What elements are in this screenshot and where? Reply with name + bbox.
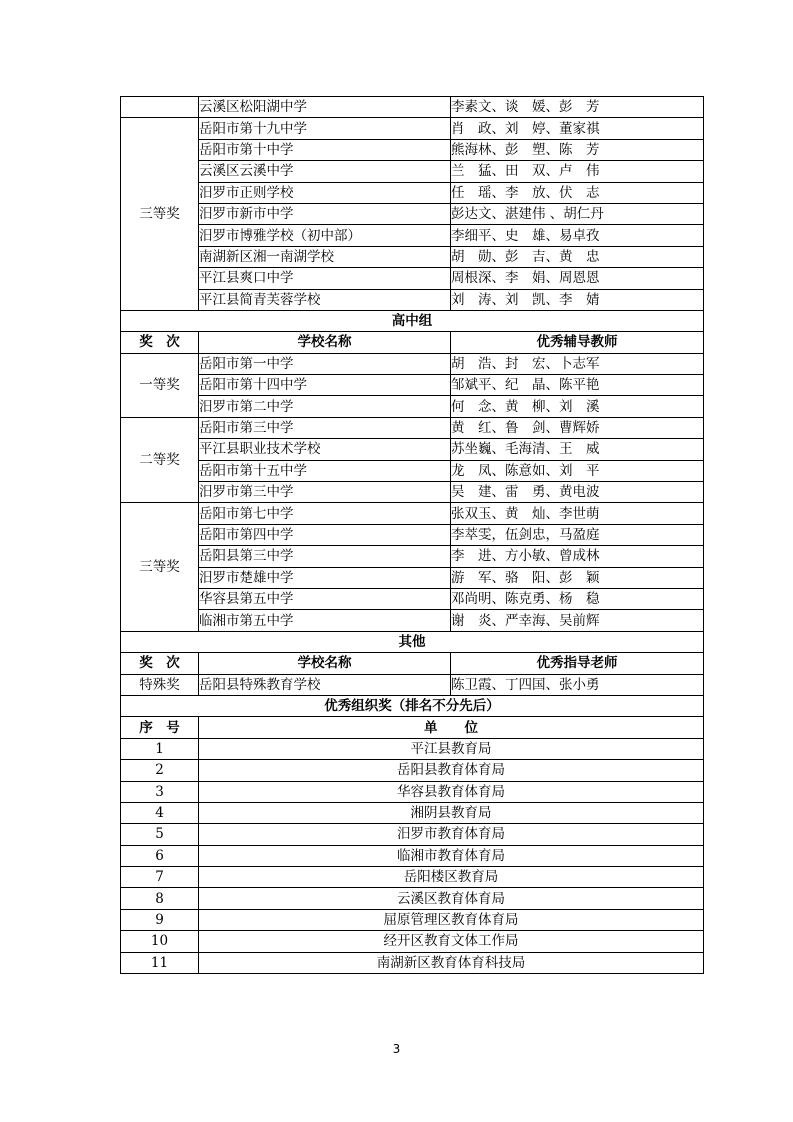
row-number: 9: [121, 909, 199, 930]
table-row: [121, 439, 704, 460]
table-row: [121, 738, 704, 759]
section-title-organization: 优秀组织奖（排名不分先后）: [121, 695, 704, 716]
teacher-names: 邓尚明、陈克勇、杨 稳: [451, 588, 704, 609]
teacher-names: 谢 炎、严幸海、吴前辉: [451, 610, 704, 631]
table-row: [121, 567, 704, 588]
school-name: 岳阳市第十中学: [199, 139, 451, 160]
school-name: 汨罗市正则学校: [199, 182, 451, 203]
row-number: 8: [121, 888, 199, 909]
teacher-names: 彭达文、湛建伟 、胡仁丹: [451, 203, 704, 224]
teacher-names: 吴 建、雷 勇、黄电波: [451, 482, 704, 503]
teacher-names: 张双玉、黄 灿、李世萌: [451, 503, 704, 524]
school-name: 岳阳县特殊教育学校: [199, 674, 451, 695]
row-number: 4: [121, 802, 199, 823]
header-row: [121, 717, 704, 738]
unit-name: 经开区教育文体工作局: [199, 931, 704, 952]
table-row: [121, 97, 704, 118]
section-title-row: [121, 631, 704, 652]
unit-name: 临湘市教育体育局: [199, 845, 704, 866]
school-name: 岳阳县第三中学: [199, 546, 451, 567]
unit-name: 南湖新区教育体育科技局: [199, 952, 704, 973]
teacher-names: 李细平、史 雄、易卓孜: [451, 225, 704, 246]
school-name: 南湖新区湘一南湖学校: [199, 246, 451, 267]
award-level: 特殊奖: [121, 674, 199, 695]
school-name: 岳阳市第十四中学: [199, 375, 451, 396]
teacher-names: 黄 红、鲁 剑、曹辉娇: [451, 417, 704, 438]
table-row: [121, 867, 704, 888]
table-row: [121, 760, 704, 781]
table-row: [121, 417, 704, 438]
teacher-names: 李萃雯，伍剑忠，马盈庭: [451, 524, 704, 545]
school-name: 华容县第五中学: [199, 588, 451, 609]
table-row: [121, 845, 704, 866]
section-title-high-school: 高中组: [121, 310, 704, 331]
table-row: [121, 931, 704, 952]
header-school: 学校名称: [199, 653, 451, 674]
section-title-row: [121, 695, 704, 716]
school-name: 岳阳市第三中学: [199, 417, 451, 438]
unit-name: 岳阳楼区教育局: [199, 867, 704, 888]
teacher-names: 游 军、骆 阳、彭 颖: [451, 567, 704, 588]
school-name: 云溪区云溪中学: [199, 161, 451, 182]
teacher-names: 苏坐巍、毛海清、王 威: [451, 439, 704, 460]
header-teachers: 优秀指导老师: [451, 653, 704, 674]
school-name: 岳阳市第一中学: [199, 353, 451, 374]
unit-name: 平江县教育局: [199, 738, 704, 759]
table-row: [121, 161, 704, 182]
teacher-names: 龙 凤、陈意如、刘 平: [451, 460, 704, 481]
award-level: 二等奖: [121, 417, 199, 503]
teacher-names: 陈卫霞、丁四国、张小勇: [451, 674, 704, 695]
teacher-names: 胡 勋、彭 吉、黄 忠: [451, 246, 704, 267]
table-row: [121, 524, 704, 545]
table-row: [121, 353, 704, 374]
row-number: 5: [121, 824, 199, 845]
header-row: [121, 332, 704, 353]
school-name: 岳阳市第十九中学: [199, 118, 451, 139]
school-name: 云溪区松阳湖中学: [199, 97, 451, 118]
table-row: [121, 824, 704, 845]
awards-table: [120, 96, 704, 974]
row-number: 11: [121, 952, 199, 973]
school-name: 平江县爽口中学: [199, 268, 451, 289]
teacher-names: 周根深、李 娟、周恩恩: [451, 268, 704, 289]
unit-name: 汨罗市教育体育局: [199, 824, 704, 845]
award-level: 一等奖: [121, 353, 199, 417]
header-teachers: 优秀辅导教师: [451, 332, 704, 353]
table-row: [121, 182, 704, 203]
table-row: [121, 375, 704, 396]
teacher-names: 兰 猛、田 双、卢 伟: [451, 161, 704, 182]
teacher-names: 何 念、黄 柳、刘 溪: [451, 396, 704, 417]
row-number: 2: [121, 760, 199, 781]
header-unit: 单 位: [199, 717, 704, 738]
unit-name: 云溪区教育体育局: [199, 888, 704, 909]
school-name: 汨罗市新市中学: [199, 203, 451, 224]
header-award: 奖 次: [121, 332, 199, 353]
table-row: [121, 396, 704, 417]
page-number: 3: [392, 1042, 401, 1056]
table-row: [121, 888, 704, 909]
row-number: 1: [121, 738, 199, 759]
row-number: 7: [121, 867, 199, 888]
school-name: 汨罗市楚雄中学: [199, 567, 451, 588]
unit-name: 湘阴县教育局: [199, 802, 704, 823]
table-row: [121, 802, 704, 823]
table-row: [121, 460, 704, 481]
table-row: [121, 139, 704, 160]
table-row: [121, 118, 704, 139]
table-row: [121, 503, 704, 524]
school-name: 平江县简青芙蓉学校: [199, 289, 451, 310]
school-name: 汨罗市第二中学: [199, 396, 451, 417]
table-row: [121, 781, 704, 802]
table-row: [121, 246, 704, 267]
school-name: 汨罗市第三中学: [199, 482, 451, 503]
teacher-names: 李素文、谈 媛、彭 芳: [451, 97, 704, 118]
table-row: [121, 952, 704, 973]
teacher-names: 李 进、方小敏、曾成林: [451, 546, 704, 567]
header-number: 序 号: [121, 717, 199, 738]
table-row: [121, 482, 704, 503]
teacher-names: 胡 浩、封 宏、卜志军: [451, 353, 704, 374]
section-title-row: [121, 310, 704, 331]
header-award: 奖 次: [121, 653, 199, 674]
row-number: 3: [121, 781, 199, 802]
table-row: [121, 909, 704, 930]
table-row: [121, 225, 704, 246]
unit-name: 岳阳县教育体育局: [199, 760, 704, 781]
award-level: 三等奖: [121, 503, 199, 631]
table-row: [121, 588, 704, 609]
teacher-names: 邹斌平、纪 晶、陈平艳: [451, 375, 704, 396]
school-name: 岳阳市第四中学: [199, 524, 451, 545]
school-name: 临湘市第五中学: [199, 610, 451, 631]
school-name: 汨罗市博雅学校（初中部）: [199, 225, 451, 246]
table-row: [121, 268, 704, 289]
table-row: [121, 546, 704, 567]
row-number: 10: [121, 931, 199, 952]
teacher-names: 肖 政、刘 婷、董家祺: [451, 118, 704, 139]
unit-name: 华容县教育体育局: [199, 781, 704, 802]
unit-name: 屈原管理区教育体育局: [199, 909, 704, 930]
school-name: 岳阳市第七中学: [199, 503, 451, 524]
teacher-names: 熊海林、彭 塑、陈 芳: [451, 139, 704, 160]
award-level: 三等奖: [121, 118, 199, 311]
table-row: [121, 289, 704, 310]
table-row: [121, 674, 704, 695]
table-row: [121, 203, 704, 224]
header-row: [121, 653, 704, 674]
table-row: [121, 610, 704, 631]
school-name: 岳阳市第十五中学: [199, 460, 451, 481]
teacher-names: 刘 涛、刘 凯、李 婧: [451, 289, 704, 310]
row-number: 6: [121, 845, 199, 866]
header-school: 学校名称: [199, 332, 451, 353]
teacher-names: 任 瑶、李 放、伏 志: [451, 182, 704, 203]
school-name: 平江县职业技术学校: [199, 439, 451, 460]
section-title-other: 其他: [121, 631, 704, 652]
